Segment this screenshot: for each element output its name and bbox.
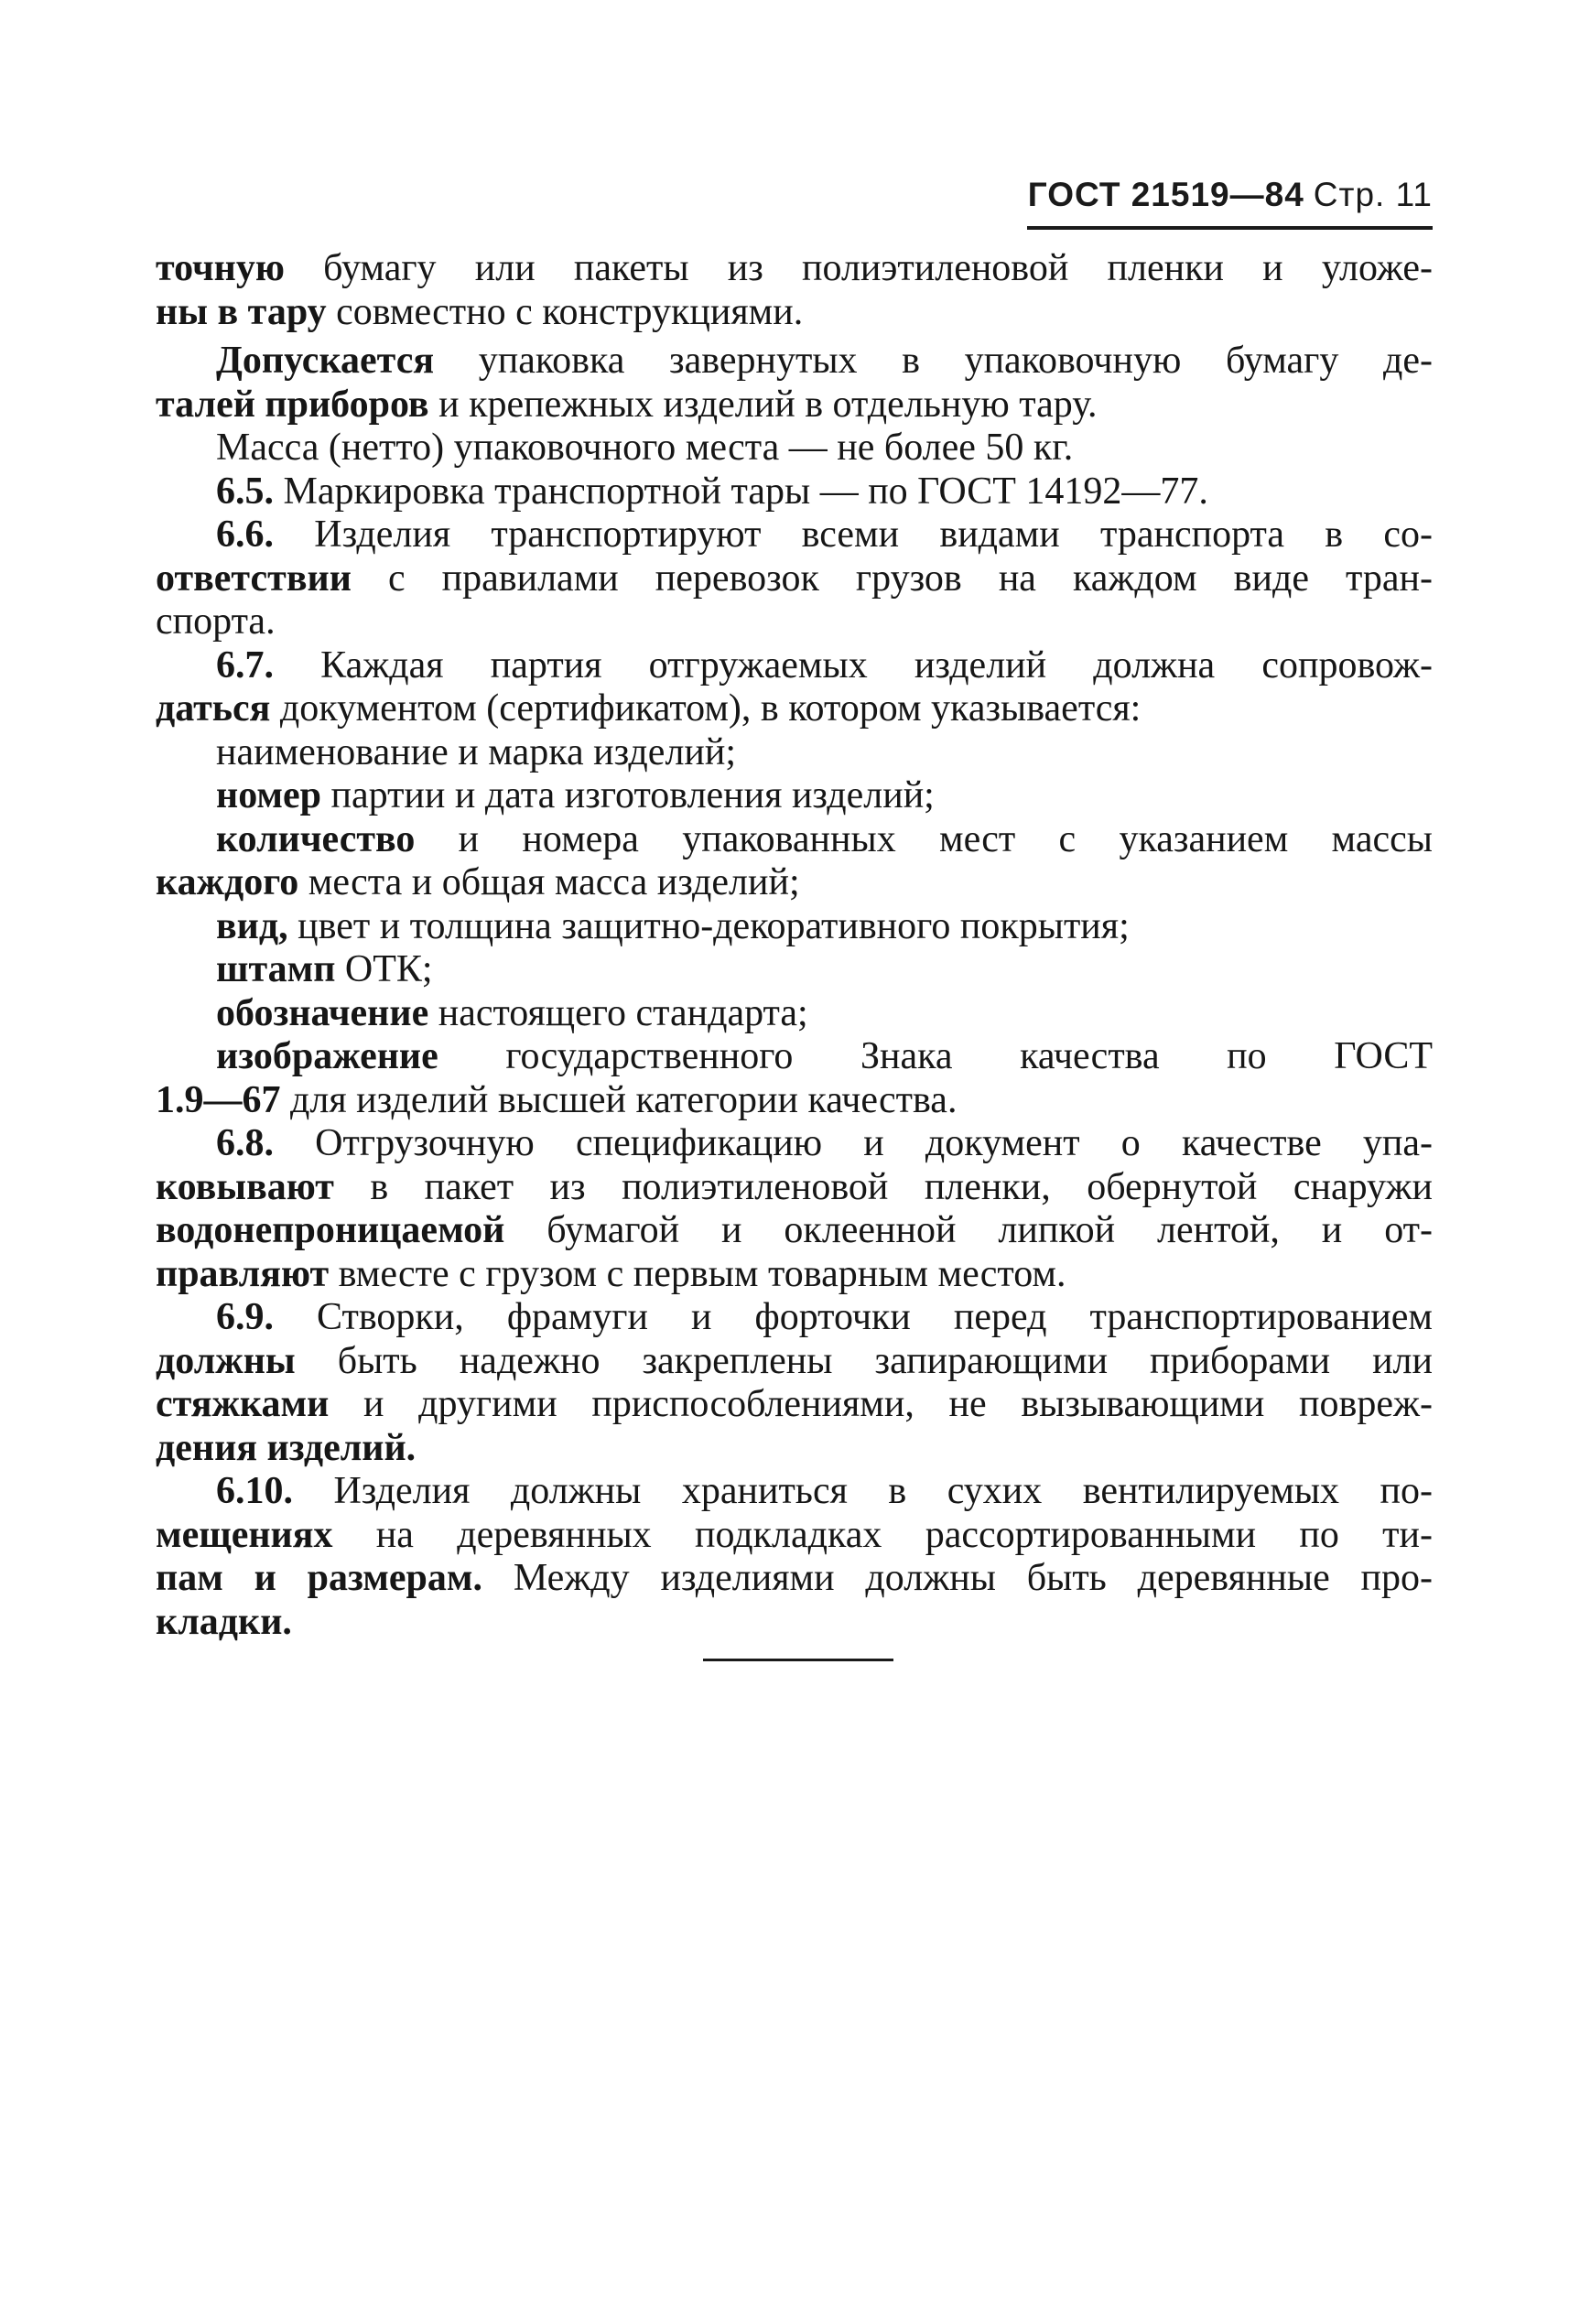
- text-line-8: ответствии с правилами перевозок грузов на каждом виде тран-: [156, 557, 1433, 600]
- text-line-14: количество и номера упакованных мест с указанием массы: [216, 817, 1433, 860]
- text-line-27: стяжками и другими приспособлениями, не вызывающими повреж-: [156, 1383, 1433, 1425]
- text-line-21: 6.8. Отгрузочную спецификацию и документ о качестве упа-: [216, 1122, 1433, 1164]
- text-line-29: 6.10. Изделия должны храниться в сухих вентилируемых по-: [216, 1470, 1433, 1512]
- text-line-32: кладки.: [156, 1600, 292, 1643]
- document-body: [156, 247, 1433, 1644]
- text-line-10: 6.7. Каждая партия отгружаемых изделий должна сопровож-: [216, 643, 1433, 686]
- text-line-20: 1.9—67 для изделий высшей категории качества.: [156, 1078, 958, 1121]
- text-line-15: каждого места и общая масса изделий;: [156, 861, 800, 903]
- text-line-24: правляют вместе с грузом с первым товарным местом.: [156, 1252, 1066, 1295]
- text-line-11: даться документом (сертификатом), в котором указывается:: [156, 687, 1142, 730]
- text-line-9: спорта.: [156, 600, 276, 643]
- text-line-4: талей приборов и крепежных изделий в отдельную тару.: [156, 383, 1098, 426]
- text-line-1: точную бумагу или пакеты из полиэтиленовой пленки и уложе-: [156, 247, 1433, 289]
- text-line-28: дения изделий.: [156, 1426, 417, 1469]
- standard-number: ГОСТ 21519—84: [1027, 176, 1304, 213]
- text-line-22: ковывают в пакет из полиэтиленовой пленки, обернутой снаружи: [156, 1165, 1433, 1208]
- text-line-26: должны быть надежно закреплены запирающими приборами или: [156, 1339, 1433, 1382]
- text-line-13: номер партии и дата изготовления изделий;: [216, 774, 935, 816]
- text-line-7: 6.6. Изделия транспортируют всеми видами транспорта в со-: [216, 513, 1433, 556]
- text-line-30: мещениях на деревянных подкладках рассортированными по ти-: [156, 1513, 1433, 1556]
- text-line-6: 6.5. Маркировка транспортной тары — по ГОСТ 14192—77.: [216, 470, 1208, 513]
- text-line-19: изображение государственного Знака качества по ГОСТ: [216, 1035, 1433, 1077]
- text-line-5: Масса (нетто) упаковочного места — не более 50 кг.: [216, 427, 1074, 469]
- header-rule: [1027, 226, 1433, 230]
- text-line-16: вид, цвет и толщина защитно-декоративного покрытия;: [216, 904, 1130, 947]
- text-line-31: пам и размерам. Между изделиями должны быть деревянные про-: [156, 1557, 1433, 1599]
- text-line-18: обозначение настоящего стандарта;: [216, 991, 808, 1034]
- text-line-23: водонепроницаемой бумагой и оклеенной липкой лентой, и от-: [156, 1209, 1433, 1251]
- page-header: [1012, 176, 1433, 214]
- page-number: Стр. 11: [1313, 176, 1433, 213]
- text-line-2: ны в тару совместно с конструкциями.: [156, 290, 804, 333]
- end-of-section-rule: [703, 1659, 893, 1661]
- text-line-3: Допускается упаковка завернутых в упаковочную бумагу де-: [216, 340, 1433, 382]
- text-line-25: 6.9. Створки, фрамуги и форточки перед транспортированием: [216, 1296, 1433, 1338]
- text-line-12: наименование и марка изделий;: [216, 730, 737, 773]
- text-line-17: штамп ОТК;: [216, 948, 433, 990]
